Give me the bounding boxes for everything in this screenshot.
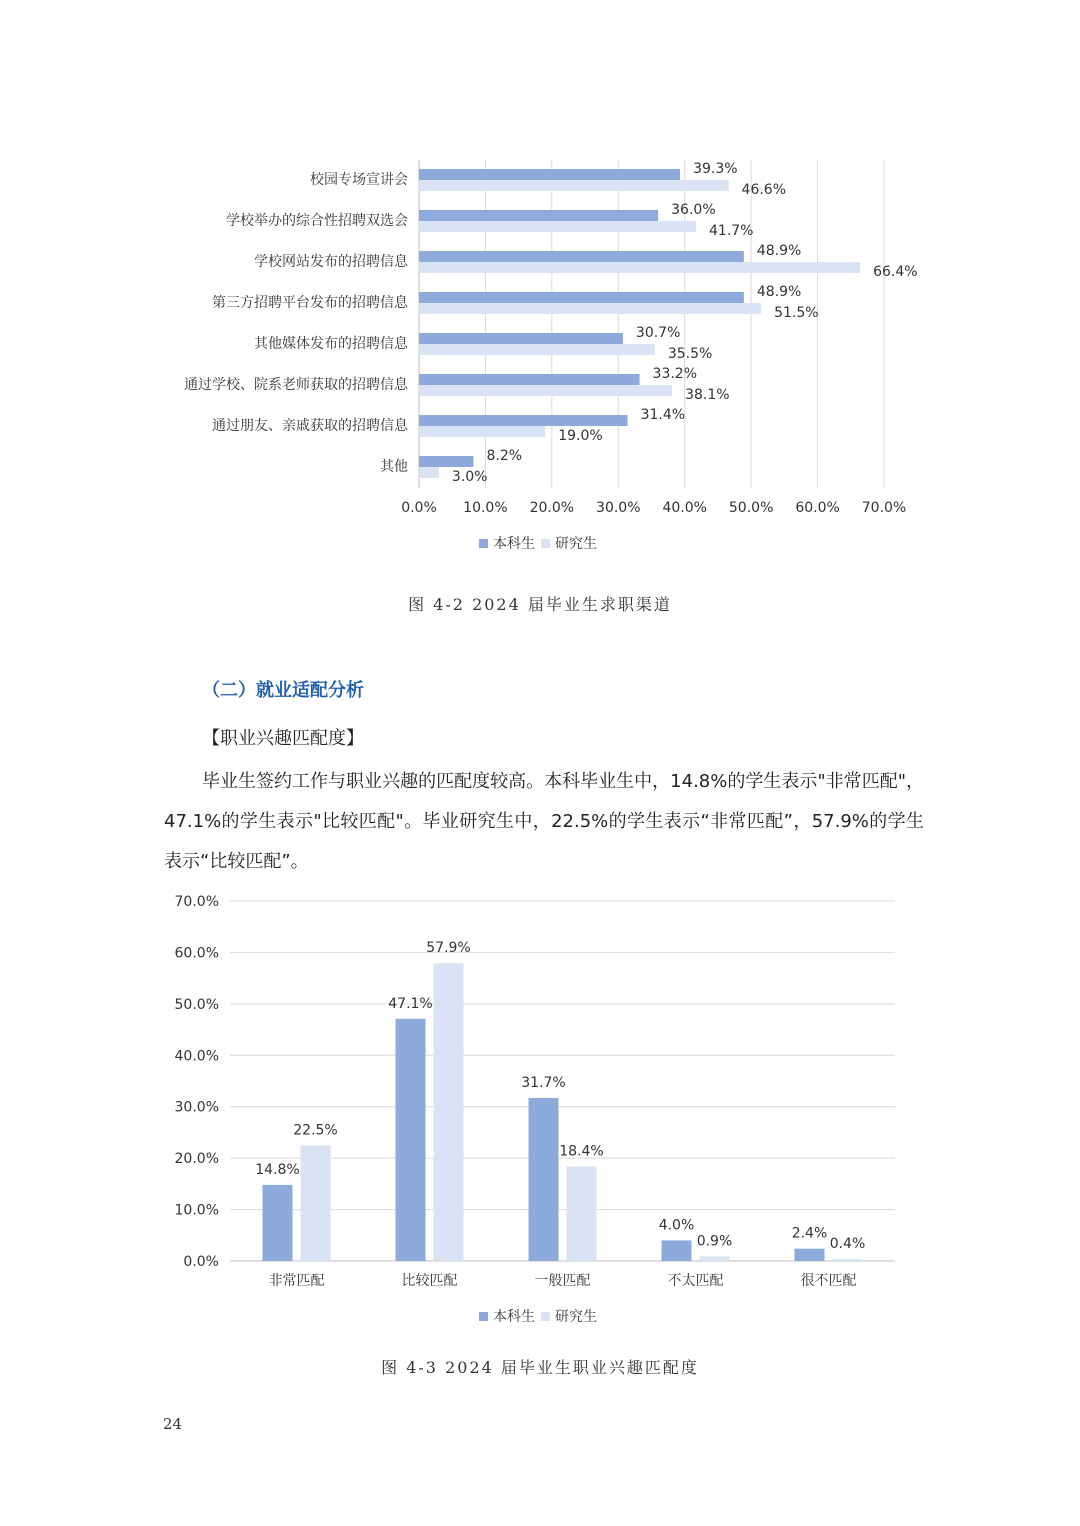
bar-grad xyxy=(567,1166,597,1261)
figure-4-3-caption: 图 4-3 2024 届毕业生职业兴趣匹配度 xyxy=(381,1358,699,1377)
data-label: 36.0% xyxy=(671,202,716,218)
data-label: 48.9% xyxy=(756,243,802,259)
bar-undergrad xyxy=(662,1240,692,1261)
y-tick-label: 0.0% xyxy=(183,1254,219,1270)
bar-grad xyxy=(419,385,672,396)
bar-undergrad xyxy=(795,1249,825,1261)
data-label: 31.7% xyxy=(521,1074,566,1091)
bar-undergrad xyxy=(419,415,628,426)
data-label: 30.7% xyxy=(635,325,681,341)
page-number: 24 xyxy=(163,1415,183,1433)
data-label: 0.4% xyxy=(829,1235,866,1252)
y-tick-label: 40.0% xyxy=(174,1048,219,1065)
bar-undergrad xyxy=(419,333,623,344)
sub-heading: 【职业兴趣匹配度】 xyxy=(202,728,364,749)
y-tick-label: 70.0% xyxy=(174,894,219,910)
category-label: 不太匹配 xyxy=(667,1273,724,1289)
bar-grad xyxy=(419,221,696,232)
legend-label: 研究生 xyxy=(555,536,597,552)
bar-undergrad xyxy=(529,1098,559,1261)
y-tick-label: 50.0% xyxy=(174,996,219,1013)
bar-undergrad xyxy=(263,1185,293,1261)
bar-grad xyxy=(419,303,761,314)
data-label: 39.3% xyxy=(693,161,738,177)
data-label: 51.5% xyxy=(774,305,819,321)
bar-grad xyxy=(434,963,464,1261)
bar-undergrad xyxy=(419,456,473,467)
bar-grad xyxy=(833,1259,863,1261)
legend-swatch xyxy=(541,1312,550,1321)
section-heading: （二）就业适配分析 xyxy=(202,680,364,701)
x-tick-label: 70.0% xyxy=(861,500,907,516)
category-label: 非常匹配 xyxy=(268,1273,325,1289)
legend-label: 本科生 xyxy=(493,536,535,552)
data-label: 41.7% xyxy=(709,223,754,239)
category-label: 通过学校、院系老师获取的招聘信息 xyxy=(184,377,408,393)
data-label: 3.0% xyxy=(451,469,488,485)
bar-undergrad xyxy=(419,210,658,221)
category-label: 其他 xyxy=(380,459,408,475)
category-label: 通过朋友、亲戚获取的招聘信息 xyxy=(212,418,408,434)
category-label: 一般匹配 xyxy=(534,1273,591,1289)
interest-match-chart xyxy=(0,880,1080,1340)
y-tick-label: 20.0% xyxy=(174,1151,219,1168)
bar-grad xyxy=(419,467,439,478)
category-label: 学校举办的综合性招聘双选会 xyxy=(226,213,408,229)
x-tick-label: 10.0% xyxy=(463,500,508,516)
data-label: 48.9% xyxy=(756,284,802,300)
bar-grad xyxy=(419,426,545,437)
data-label: 33.2% xyxy=(652,366,698,382)
category-label: 第三方招聘平台发布的招聘信息 xyxy=(212,295,408,311)
bar-grad xyxy=(301,1145,331,1261)
x-tick-label: 60.0% xyxy=(795,500,840,516)
data-label: 66.4% xyxy=(873,264,918,280)
data-label: 8.2% xyxy=(486,448,523,464)
data-label: 31.4% xyxy=(640,407,686,423)
bar-undergrad xyxy=(396,1019,426,1261)
y-tick-label: 30.0% xyxy=(174,1099,219,1116)
bar-grad xyxy=(419,344,655,355)
x-tick-label: 40.0% xyxy=(662,500,707,516)
legend-swatch xyxy=(479,539,488,548)
data-label: 22.5% xyxy=(293,1122,338,1139)
category-label: 校园专场宣讲会 xyxy=(310,172,408,188)
legend-label: 本科生 xyxy=(493,1309,535,1325)
category-label: 学校网站发布的招聘信息 xyxy=(254,254,408,270)
data-label: 57.9% xyxy=(426,940,471,957)
figure-4-2-caption: 图 4-2 2024 届毕业生求职渠道 xyxy=(408,595,672,614)
legend-label: 研究生 xyxy=(555,1309,597,1325)
data-label: 35.5% xyxy=(667,346,713,362)
category-label: 比较匹配 xyxy=(401,1273,458,1289)
y-tick-label: 60.0% xyxy=(174,945,219,962)
category-label: 很不匹配 xyxy=(800,1273,857,1289)
data-label: 47.1% xyxy=(388,995,433,1012)
bar-undergrad xyxy=(419,374,640,385)
data-label: 2.4% xyxy=(791,1225,828,1242)
bar-grad xyxy=(419,262,860,273)
data-label: 46.6% xyxy=(741,182,787,198)
data-label: 38.1% xyxy=(685,387,730,403)
x-tick-label: 50.0% xyxy=(728,500,774,516)
data-label: 14.8% xyxy=(255,1161,300,1178)
bar-undergrad xyxy=(419,169,680,180)
category-label: 其他媒体发布的招聘信息 xyxy=(254,336,408,352)
bar-undergrad xyxy=(419,292,744,303)
bar-undergrad xyxy=(419,251,744,262)
x-tick-label: 0.0% xyxy=(401,500,437,516)
body-paragraph: 毕业生签约工作与职业兴趣的匹配度较高。本科毕业生中，14.8%的学生表示"非常匹配"，47.1%的学生表示"比较匹配"。毕业研究生中，22.5%的学生表示“非常匹配”，57.9%的学生表示“比较匹配”。 xyxy=(164,771,924,872)
job-search-channels-chart xyxy=(0,150,1080,570)
bar-grad xyxy=(419,180,729,191)
bar-grad xyxy=(700,1256,730,1261)
x-tick-label: 20.0% xyxy=(529,500,575,516)
y-tick-label: 10.0% xyxy=(174,1202,219,1219)
legend-swatch xyxy=(479,1312,488,1321)
data-label: 18.4% xyxy=(559,1143,604,1160)
x-tick-label: 30.0% xyxy=(596,500,641,516)
data-label: 19.0% xyxy=(558,428,603,444)
legend-swatch xyxy=(541,539,550,548)
data-label: 0.9% xyxy=(696,1233,733,1250)
data-label: 4.0% xyxy=(658,1217,695,1234)
